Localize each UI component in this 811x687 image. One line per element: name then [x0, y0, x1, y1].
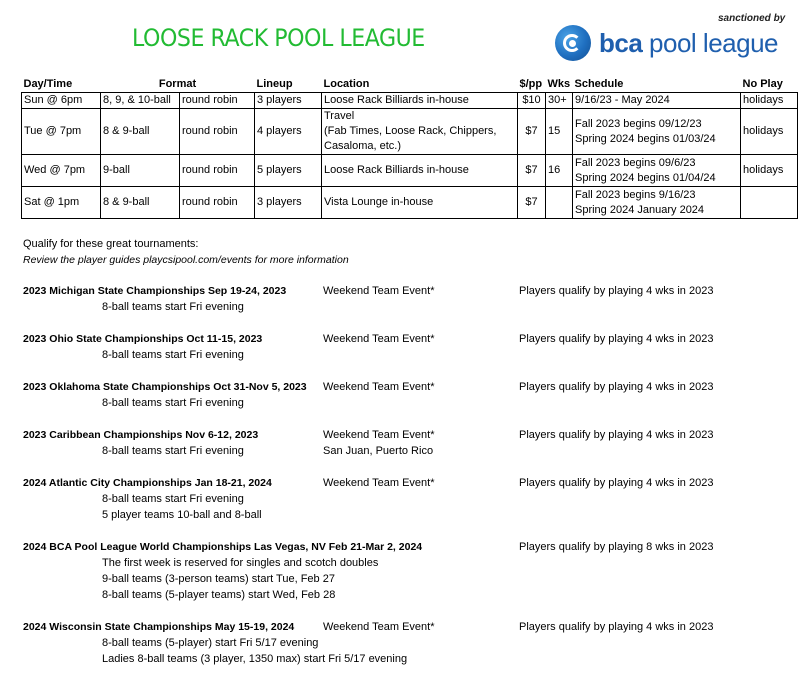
event-location: San Juan, Puerto Rico [323, 445, 434, 457]
header-schedule: Schedule [573, 77, 741, 93]
cell-style: round robin [180, 93, 255, 109]
event-detail: The first week is reserved for singles and scotch doubles [102, 557, 379, 569]
event-detail: 8-ball teams (5-player teams) start Wed, Feb 28 [102, 589, 336, 601]
header-weeks: Wks [546, 77, 573, 93]
cell-weeks [546, 187, 573, 219]
event-qualification: Players qualify by playing 4 wks in 2023 [519, 429, 714, 441]
cell-lineup: 3 players [255, 187, 322, 219]
cell-format: 8 & 9-ball [101, 109, 180, 155]
cell-weeks: 30+ [546, 93, 573, 109]
bca-logo-icon [555, 25, 591, 61]
cell-weeks: 16 [546, 155, 573, 187]
cell-schedule: Fall 2023 begins 9/16/23 Spring 2024 January 2024 [573, 187, 741, 219]
event-name: 2024 BCA Pool League World Championships Las Vegas, NV Feb 21-Mar 2, 2024 [23, 541, 423, 553]
event-detail: 8-ball teams start Fri evening [102, 445, 244, 457]
cell-day-time: Sat @ 1pm [22, 187, 101, 219]
event-name: 2023 Caribbean Championships Nov 6-12, 2023 [23, 429, 259, 441]
cell-style: round robin [180, 109, 255, 155]
cell-no-play: holidays [741, 155, 798, 187]
cell-location: Travel (Fab Times, Loose Rack, Chippers, Casaloma, etc.) [322, 109, 518, 155]
cell-lineup: 3 players [255, 93, 322, 109]
cell-day-time: Sun @ 6pm [22, 93, 101, 109]
table-row [22, 155, 798, 187]
event-qualification: Players qualify by playing 4 wks in 2023 [519, 285, 714, 297]
cell-no-play: holidays [741, 109, 798, 155]
sanctioned-by-label: sanctioned by [718, 13, 786, 24]
header-format: Format [101, 77, 255, 93]
event-type: Weekend Team Event* [323, 285, 435, 297]
event-detail: 8-ball teams (5-player) start Fri 5/17 evening [102, 637, 319, 649]
event-detail: 5 player teams 10-ball and 8-ball [102, 509, 262, 521]
cell-weeks: 15 [546, 109, 573, 155]
qualify-heading: Qualify for these great tournaments: [23, 238, 199, 250]
event-type: Weekend Team Event* [323, 333, 435, 345]
cell-lineup: 5 players [255, 155, 322, 187]
event-qualification: Players qualify by playing 4 wks in 2023 [519, 381, 714, 393]
event-qualification: Players qualify by playing 4 wks in 2023 [519, 333, 714, 345]
table-row [22, 109, 798, 155]
event-detail: 8-ball teams start Fri evening [102, 301, 244, 313]
header-lineup: Lineup [255, 77, 322, 93]
event-type: Weekend Team Event* [323, 429, 435, 441]
league-schedule-table [21, 77, 798, 219]
event-detail: 9-ball teams (3-person teams) start Tue, Feb 27 [102, 573, 335, 585]
cell-schedule: Fall 2023 begins 09/12/23 Spring 2024 begins 01/03/24 [573, 109, 741, 155]
event-type: Weekend Team Event* [323, 621, 435, 633]
event-name: 2023 Ohio State Championships Oct 11-15, 2023 [23, 333, 263, 345]
event-type: Weekend Team Event* [323, 477, 435, 489]
cell-day-time: Tue @ 7pm [22, 109, 101, 155]
event-qualification: Players qualify by playing 8 wks in 2023 [519, 541, 714, 553]
page-title: LOOSE RACK POOL LEAGUE [132, 24, 425, 52]
cell-format: 9-ball [101, 155, 180, 187]
cell-format: 8 & 9-ball [101, 187, 180, 219]
review-note: Review the player guides playcsipool.com/events for more information [23, 254, 349, 266]
cell-price: $10 [518, 93, 546, 109]
cell-style: round robin [180, 155, 255, 187]
event-detail: 8-ball teams start Fri evening [102, 493, 244, 505]
cell-location: Loose Rack Billiards in-house [322, 155, 518, 187]
cell-schedule: Fall 2023 begins 09/6/23 Spring 2024 begins 01/04/24 [573, 155, 741, 187]
event-detail: Ladies 8-ball teams (3 player, 1350 max) start Fri 5/17 evening [102, 653, 408, 665]
cell-day-time: Wed @ 7pm [22, 155, 101, 187]
event-name: 2024 Atlantic City Championships Jan 18-21, 2024 [23, 477, 272, 489]
event-detail: 8-ball teams start Fri evening [102, 349, 244, 361]
event-qualification: Players qualify by playing 4 wks in 2023 [519, 477, 714, 489]
event-type: Weekend Team Event* [323, 381, 435, 393]
cell-location: Vista Lounge in-house [322, 187, 518, 219]
cell-location: Loose Rack Billiards in-house [322, 93, 518, 109]
event-name: 2023 Oklahoma State Championships Oct 31-Nov 5, 2023 [23, 381, 307, 393]
header-location: Location [322, 77, 518, 93]
cell-no-play: holidays [741, 93, 798, 109]
header-price: $/pp [518, 77, 546, 93]
cell-schedule: 9/16/23 - May 2024 [573, 93, 741, 109]
event-qualification: Players qualify by playing 4 wks in 2023 [519, 621, 714, 633]
event-name: 2023 Michigan State Championships Sep 19-24, 2023 [23, 285, 287, 297]
header-no-play: No Play [741, 77, 798, 93]
header-day-time: Day/Time [22, 77, 101, 93]
event-detail: 8-ball teams start Fri evening [102, 397, 244, 409]
cell-price: $7 [518, 155, 546, 187]
cell-format: 8, 9, & 10-ball [101, 93, 180, 109]
cell-price: $7 [518, 109, 546, 155]
bca-pool-league-logo [555, 23, 778, 63]
cell-lineup: 4 players [255, 109, 322, 155]
table-row [22, 187, 798, 219]
cell-price: $7 [518, 187, 546, 219]
event-name: 2024 Wisconsin State Championships May 15-19, 2024 [23, 621, 295, 633]
table-header-row [22, 77, 798, 93]
table-row [22, 93, 798, 109]
cell-style: round robin [180, 187, 255, 219]
logo-text: bca pool league [599, 28, 778, 58]
cell-no-play [741, 187, 798, 219]
